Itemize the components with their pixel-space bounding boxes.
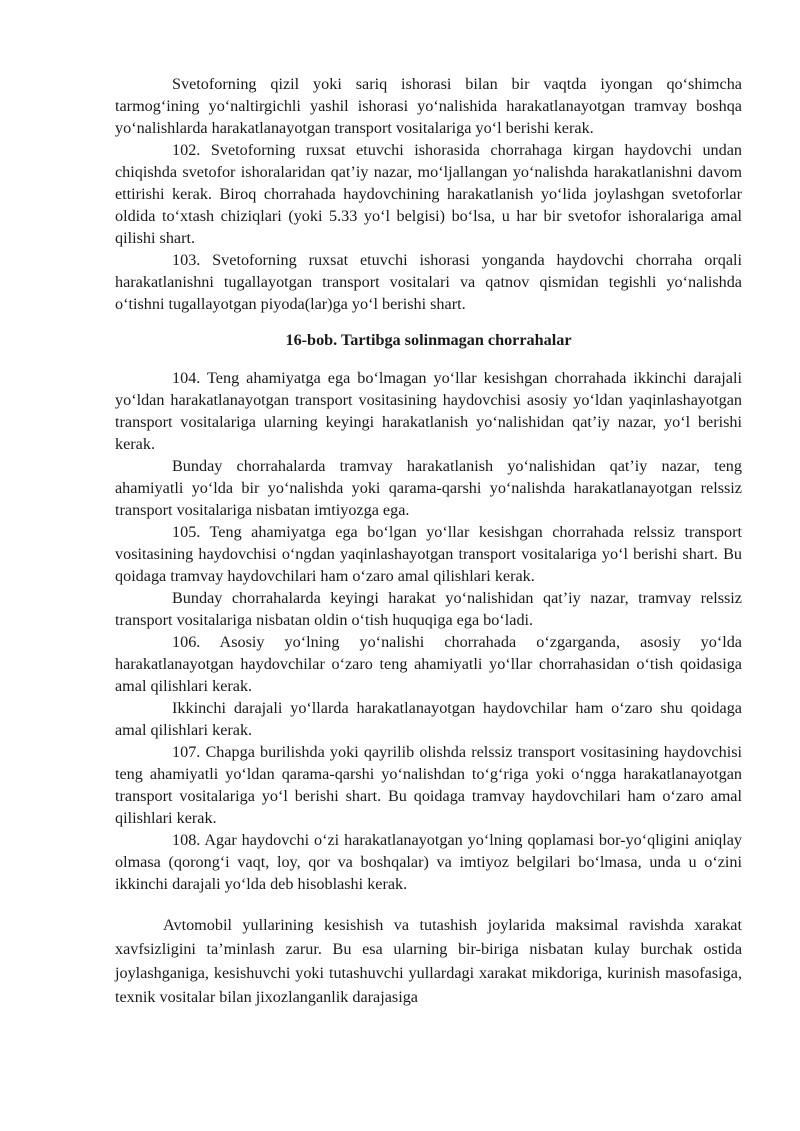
paragraph-106: 106. Asosiy yo‘lning yo‘nalishi chorrahada o‘zgarganda, asosiy yo‘lda harakatlanayotgan haydovchilar o‘zaro teng ahamiyatli yo‘llar chorrahasidan o‘tish qoidasiga amal qilishlari kerak.: [115, 633, 742, 695]
paragraph: Bunday chorrahalarda keyingi harakat yo‘nalishidan qat’iy nazar, tramvay relssiz transport vositalariga nisbatan oldin o‘tish huquqiga ega bo‘ladi.: [115, 589, 742, 629]
paragraph-104: 104. Teng ahamiyatga ega bo‘lmagan yo‘llar kesishgan chorrahada ikkinchi darajali yo‘ldan harakatlanayotgan transport vositasining haydovchisi asosiy yo‘ldan yaqinlashayotgan transport vositalariga ularning keyingi harakatlanish yo‘nalishidan qat’iy nazar, yo‘l berishi kerak.: [115, 369, 742, 453]
chapter-heading: 16-bob. Tartibga solinmagan chorrahalar: [285, 331, 572, 349]
document-page: [115, 73, 742, 1009]
spacer: [115, 895, 742, 913]
paragraph-102: 102. Svetoforning ruxsat etuvchi ishorasida chorrahaga kirgan haydovchi undan chiqishda svetofor ishoralaridan qat’iy nazar, mo‘ljallangan yo‘nalishda harakatlanishni davom ettirishi kerak. Biroq chorrahada haydovchining harakatlanish yo‘lida joylashgan svetoforlar oldida to‘xtash chiziqlari (yoki 5.33 yo‘l belgisi) bo‘lsa, u har bir svetofor ishoralariga amal qilishi shart.: [115, 141, 742, 247]
paragraph: Svetoforning qizil yoki sariq ishorasi bilan bir vaqtda iyongan qo‘shimcha tarmog‘ining yo‘naltirgichli yashil ishorasi yo‘nalishida harakatlanayotgan tramvay boshqa yo‘nalishlarda harakatlanayotgan transport vositalariga yo‘l berishi kerak.: [115, 75, 742, 137]
paragraph-107: 107. Chapga burilishda yoki qayrilib olishda relssiz transport vositasining haydovchisi teng ahamiyatli yo‘ldan qarama-qarshi yo‘nalishdan to‘g‘riga yoki o‘ngga harakatlanayotgan transport vositalariga yo‘l berishi shart. Bu qoidaga tramvay haydovchilari ham o‘zaro amal qilishlari kerak.: [115, 743, 742, 827]
paragraph-108: 108. Agar haydovchi o‘zi harakatlanayotgan yo‘lning qoplamasi bor-yo‘qligini aniqlay olmasa (qorong‘i vaqt, loy, qor va boshqalar) va imtiyoz belgilari bo‘lmasa, unda u o‘zini ikkinchi darajali yo‘lda deb hisoblashi kerak.: [115, 831, 742, 893]
paragraph-intro: Avtomobil yullarining kesishish va tutashish joylarida maksimal ravishda xarakat xavfsizligini ta’minlash zarur. Bu esa ularning bir-biriga nisbatan kulay burchak ostida joylashganiga, kesishuvchi yoki tutashuvchi yullardagi xarakat mikdoriga, kurinish masofasiga, texnik vositalar bilan jixozlanganlik darajasiga: [115, 916, 742, 1006]
paragraph: Bunday chorrahalarda tramvay harakatlanish yo‘nalishidan qat’iy nazar, teng ahamiyatli yo‘lda bir yo‘nalishda yoki qarama-qarshi yo‘nalishda harakatlanayotgan relssiz transport vositalariga nisbatan imtiyozga ega.: [115, 457, 742, 519]
paragraph-105: 105. Teng ahamiyatga ega bo‘lgan yo‘llar kesishgan chorrahada relssiz transport vositasining haydovchisi o‘ngdan yaqinlashayotgan transport vositalariga yo‘l berishi shart. Bu qoidaga tramvay haydovchilari ham o‘zaro amal qilishlari kerak.: [115, 523, 742, 585]
paragraph-103: 103. Svetoforning ruxsat etuvchi ishorasi yonganda haydovchi chorraha orqali harakatlanishni tugallayotgan transport vositalari va qatnov qismidan tegishli yo‘nalishda o‘tishni tugallayotgan piyoda(lar)ga yo‘l berishi shart.: [115, 251, 742, 313]
paragraph: Ikkinchi darajali yo‘llarda harakatlanayotgan haydovchilar ham o‘zaro shu qoidaga amal qilishlari kerak.: [115, 699, 742, 739]
